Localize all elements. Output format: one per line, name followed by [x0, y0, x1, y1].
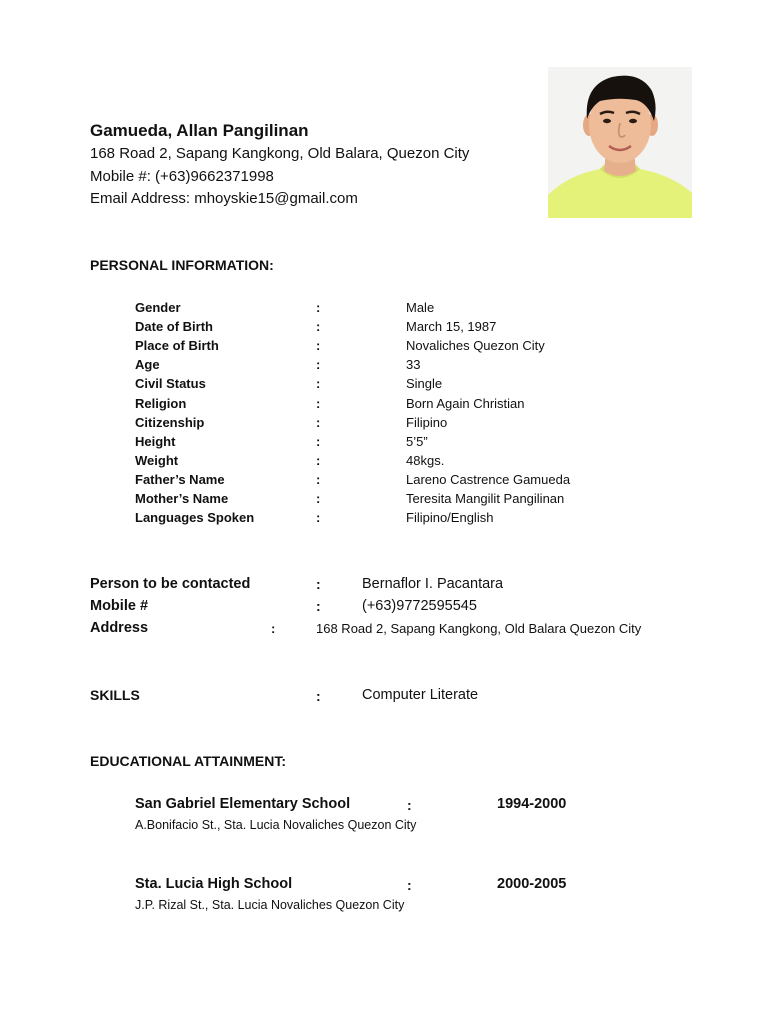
school-address: A.Bonifacio St., Sta. Lucia Novaliches Quezon City: [135, 818, 417, 832]
info-colon: :: [316, 510, 321, 525]
contact-mobile-label: Mobile #: [90, 598, 149, 614]
info-value: Lareno Castrence Gamueda: [406, 472, 571, 487]
info-label: Citizenship: [135, 415, 205, 430]
contact-person-value: Bernaflor I. Pacantara: [362, 576, 504, 592]
applicant-address: 168 Road 2, Sapang Kangkong, Old Balara, Quezon City: [90, 145, 470, 162]
info-label: Date of Birth: [135, 319, 213, 334]
info-colon: :: [316, 472, 321, 487]
info-value: Single: [406, 376, 443, 391]
applicant-photo: [548, 67, 692, 218]
school-name: San Gabriel Elementary School: [135, 796, 351, 812]
info-value: Male: [406, 300, 435, 315]
info-colon: :: [316, 415, 321, 430]
contact-mobile-colon: :: [316, 598, 321, 614]
info-label: Religion: [135, 396, 187, 411]
school-colon: :: [407, 797, 412, 813]
school-years: 1994-2000: [497, 796, 567, 812]
info-label: Mother’s Name: [135, 491, 229, 506]
school-colon: :: [407, 877, 412, 893]
info-label: Civil Status: [135, 376, 206, 391]
school-years: 2000-2005: [497, 876, 567, 892]
info-label: Father’s Name: [135, 472, 225, 487]
info-label: Place of Birth: [135, 338, 219, 353]
info-colon: :: [316, 319, 321, 334]
skills-colon: :: [316, 688, 321, 704]
info-label: Height: [135, 434, 176, 449]
info-colon: :: [316, 396, 321, 411]
school-name: Sta. Lucia High School: [135, 876, 293, 892]
info-value: Filipino: [406, 415, 448, 430]
skills-value: Computer Literate: [362, 687, 479, 703]
info-value: Teresita Mangilit Pangilinan: [406, 491, 565, 506]
contact-mobile-value: (+63)9772595545: [362, 598, 477, 614]
applicant-email: Email Address: mhoyskie15@gmail.com: [90, 190, 358, 207]
contact-person-label: Person to be contacted: [90, 576, 251, 592]
contact-address-value: 168 Road 2, Sapang Kangkong, Old Balara Quezon City: [316, 621, 642, 636]
info-colon: :: [316, 357, 321, 372]
info-value: Born Again Christian: [406, 396, 525, 411]
skills-heading: SKILLS: [90, 687, 140, 703]
contact-person-colon: :: [316, 576, 321, 592]
info-value: March 15, 1987: [406, 319, 497, 334]
info-value: Filipino/English: [406, 510, 494, 525]
applicant-name: Gamueda, Allan Pangilinan: [90, 121, 309, 140]
info-value: 48kgs.: [406, 453, 445, 468]
school-address: J.P. Rizal St., Sta. Lucia Novaliches Quezon City: [135, 898, 405, 912]
info-value: Novaliches Quezon City: [406, 338, 545, 353]
info-colon: :: [316, 376, 321, 391]
contact-address-label: Address: [90, 620, 149, 636]
info-label: Weight: [135, 453, 179, 468]
info-colon: :: [316, 453, 321, 468]
portrait-image: [548, 67, 692, 218]
info-colon: :: [316, 491, 321, 506]
info-colon: :: [316, 434, 321, 449]
info-colon: :: [316, 300, 321, 315]
personal-info-heading: PERSONAL INFORMATION:: [90, 257, 274, 273]
education-heading: EDUCATIONAL ATTAINMENT:: [90, 753, 286, 769]
info-label: Age: [135, 357, 160, 372]
info-colon: :: [316, 338, 321, 353]
applicant-mobile: Mobile #: (+63)9662371998: [90, 168, 274, 185]
info-value: 33: [406, 357, 421, 372]
contact-address-colon: :: [271, 621, 276, 636]
info-label: Languages Spoken: [135, 510, 255, 525]
info-value: 5’5”: [406, 434, 428, 449]
info-label: Gender: [135, 300, 181, 315]
